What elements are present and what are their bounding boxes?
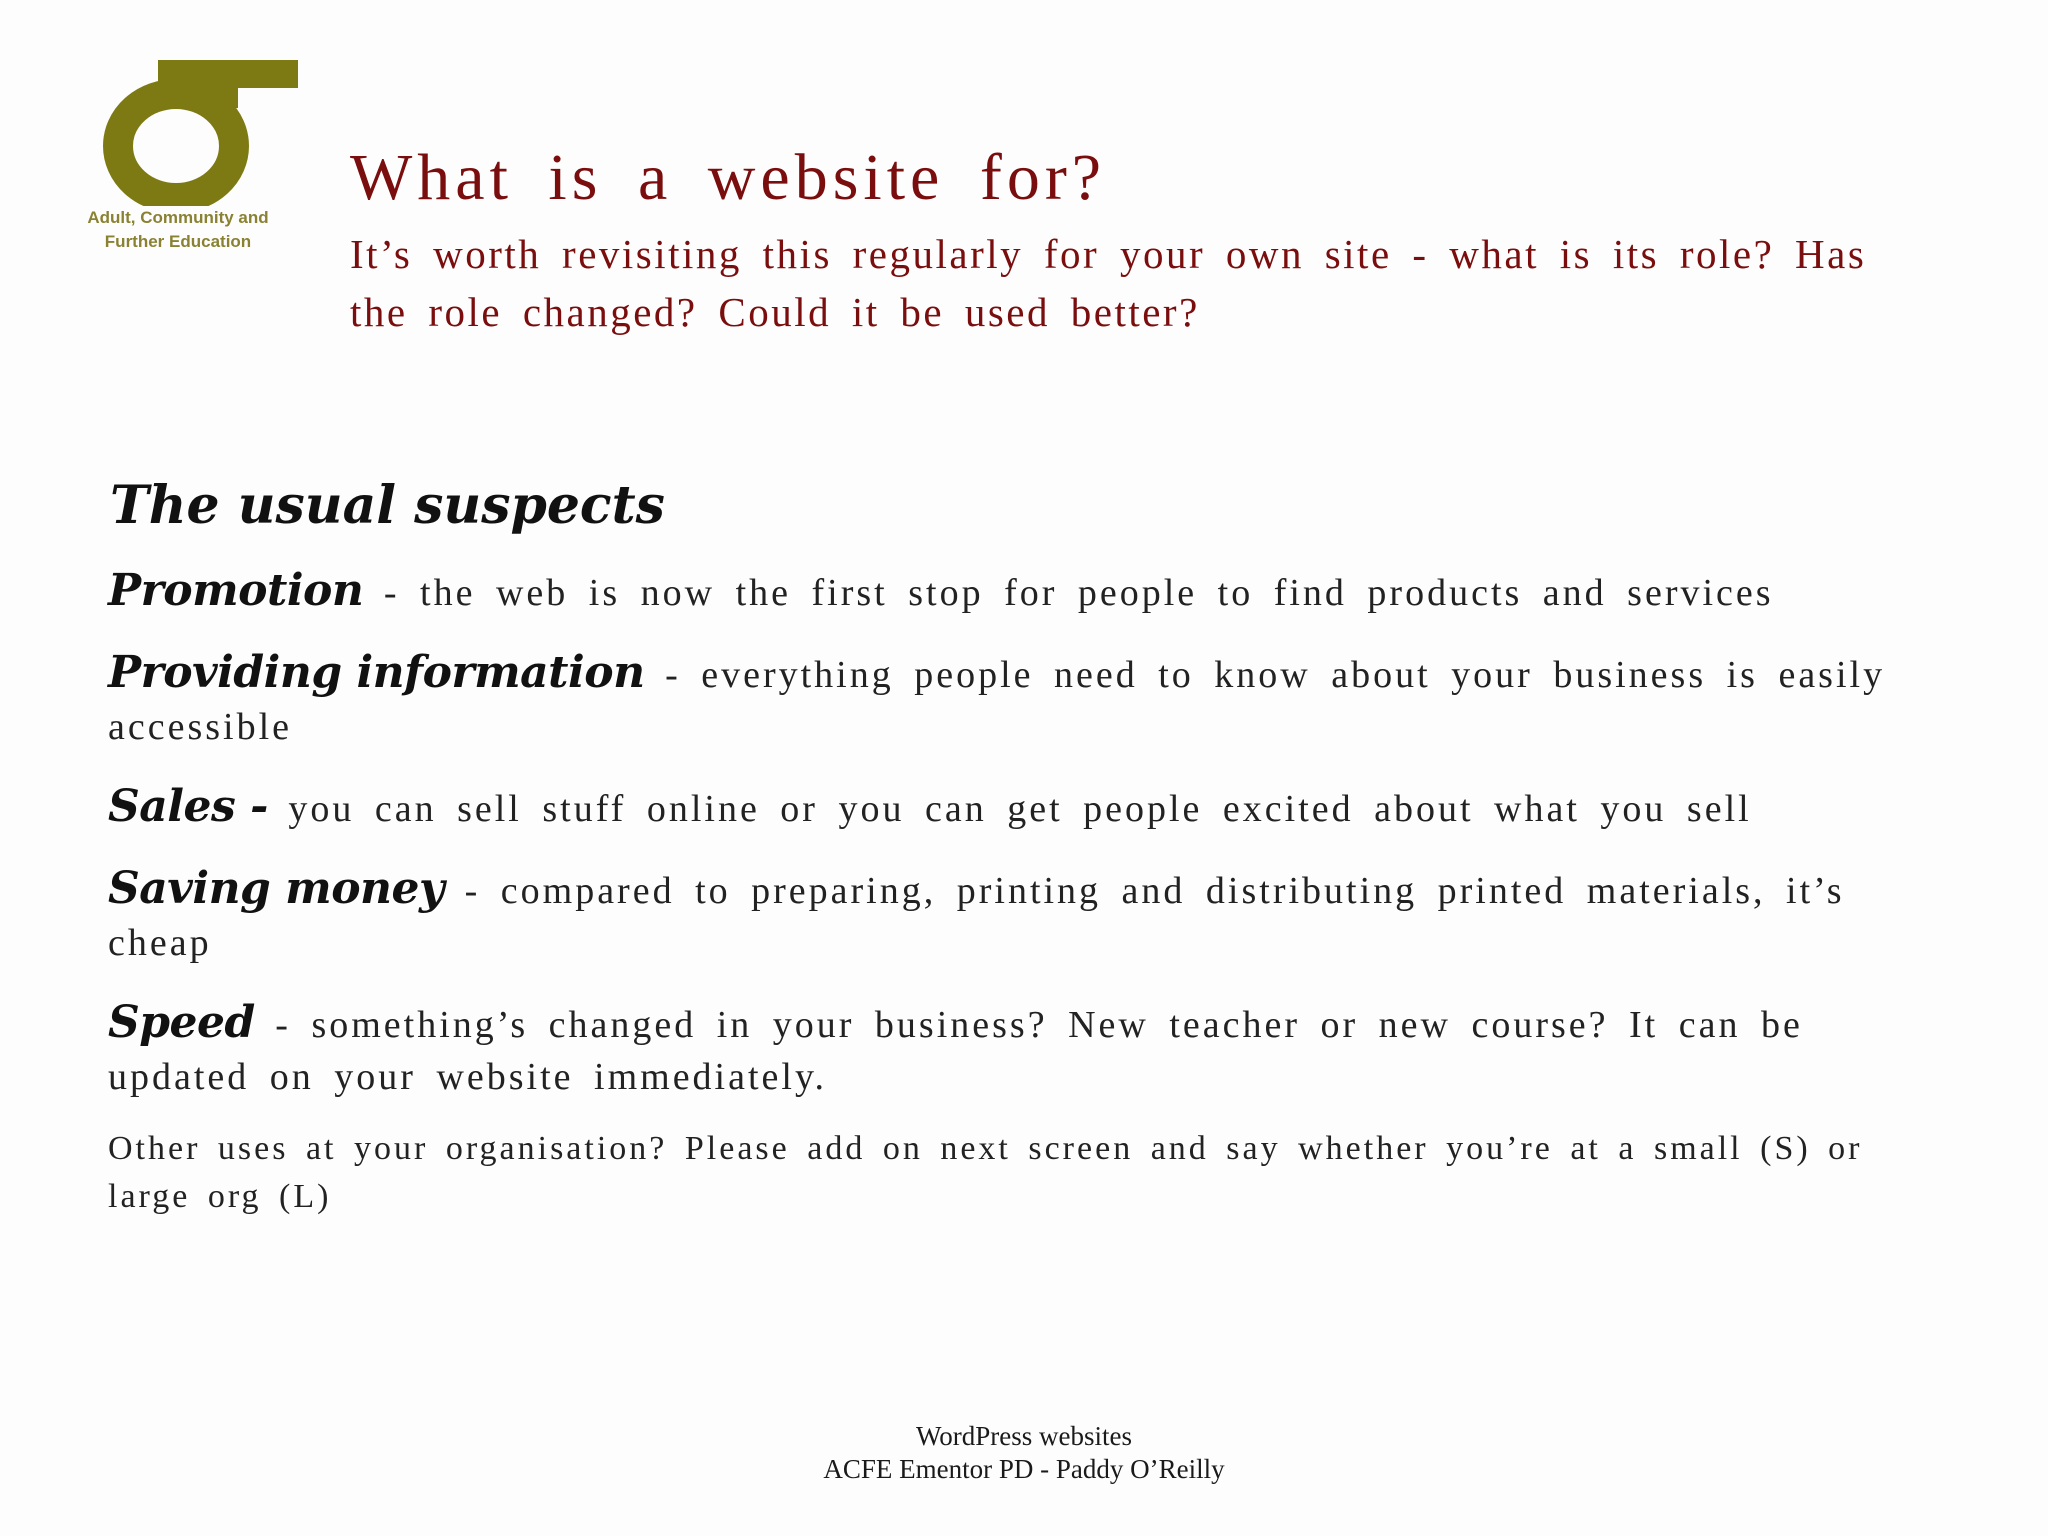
acfe-logo (58, 56, 298, 276)
list-item-speed (108, 997, 1898, 1103)
item-text: - everything people need to know about your business is easily accessible (108, 654, 1886, 748)
list-item-saving-money (108, 863, 1898, 969)
page-subtitle: It’s worth revisiting this regularly for your own site - what is its role? Has the role changed? Could it be used better? (350, 231, 1867, 335)
list-item-sales (108, 781, 1898, 835)
item-term: Speed (108, 997, 255, 1048)
logo-line-1: Adult, Community and (87, 208, 269, 227)
item-term: Providing information (108, 647, 645, 698)
item-text: you can sell stuff online or you can get people excited about what you sell (267, 788, 1752, 830)
page-title: What is a website for? (350, 141, 1107, 214)
item-text: - the web is now the first stop for people to find products and services (363, 572, 1774, 614)
sigma-logo-icon (58, 56, 298, 206)
footer-line-2: ACFE Ementor PD - Paddy O’Reilly (823, 1454, 1225, 1484)
item-text: - something’s changed in your business? New teacher or new course? It can be updated on your website immediately. (108, 1004, 1803, 1098)
list-item-providing-information (108, 647, 1898, 753)
list-item-promotion (108, 565, 1898, 619)
item-term: Promotion (108, 565, 364, 616)
footer-line-1: WordPress websites (915, 1421, 1133, 1451)
logo-line-2: Further Education (104, 232, 252, 251)
suspects-list (108, 565, 1898, 1131)
item-term: Saving money (108, 863, 445, 914)
footer (724, 1420, 1324, 1486)
item-term: Sales - (108, 781, 268, 832)
item-text: - compared to preparing, printing and distributing printed materials, it’s cheap (108, 870, 1845, 964)
section-heading: The usual suspects (110, 475, 665, 536)
logo-caption (58, 206, 298, 254)
other-uses-prompt: Other uses at your organisation? Please add on next screen and say whether you’re at a small (S) or large org (L) (108, 1130, 1863, 1215)
